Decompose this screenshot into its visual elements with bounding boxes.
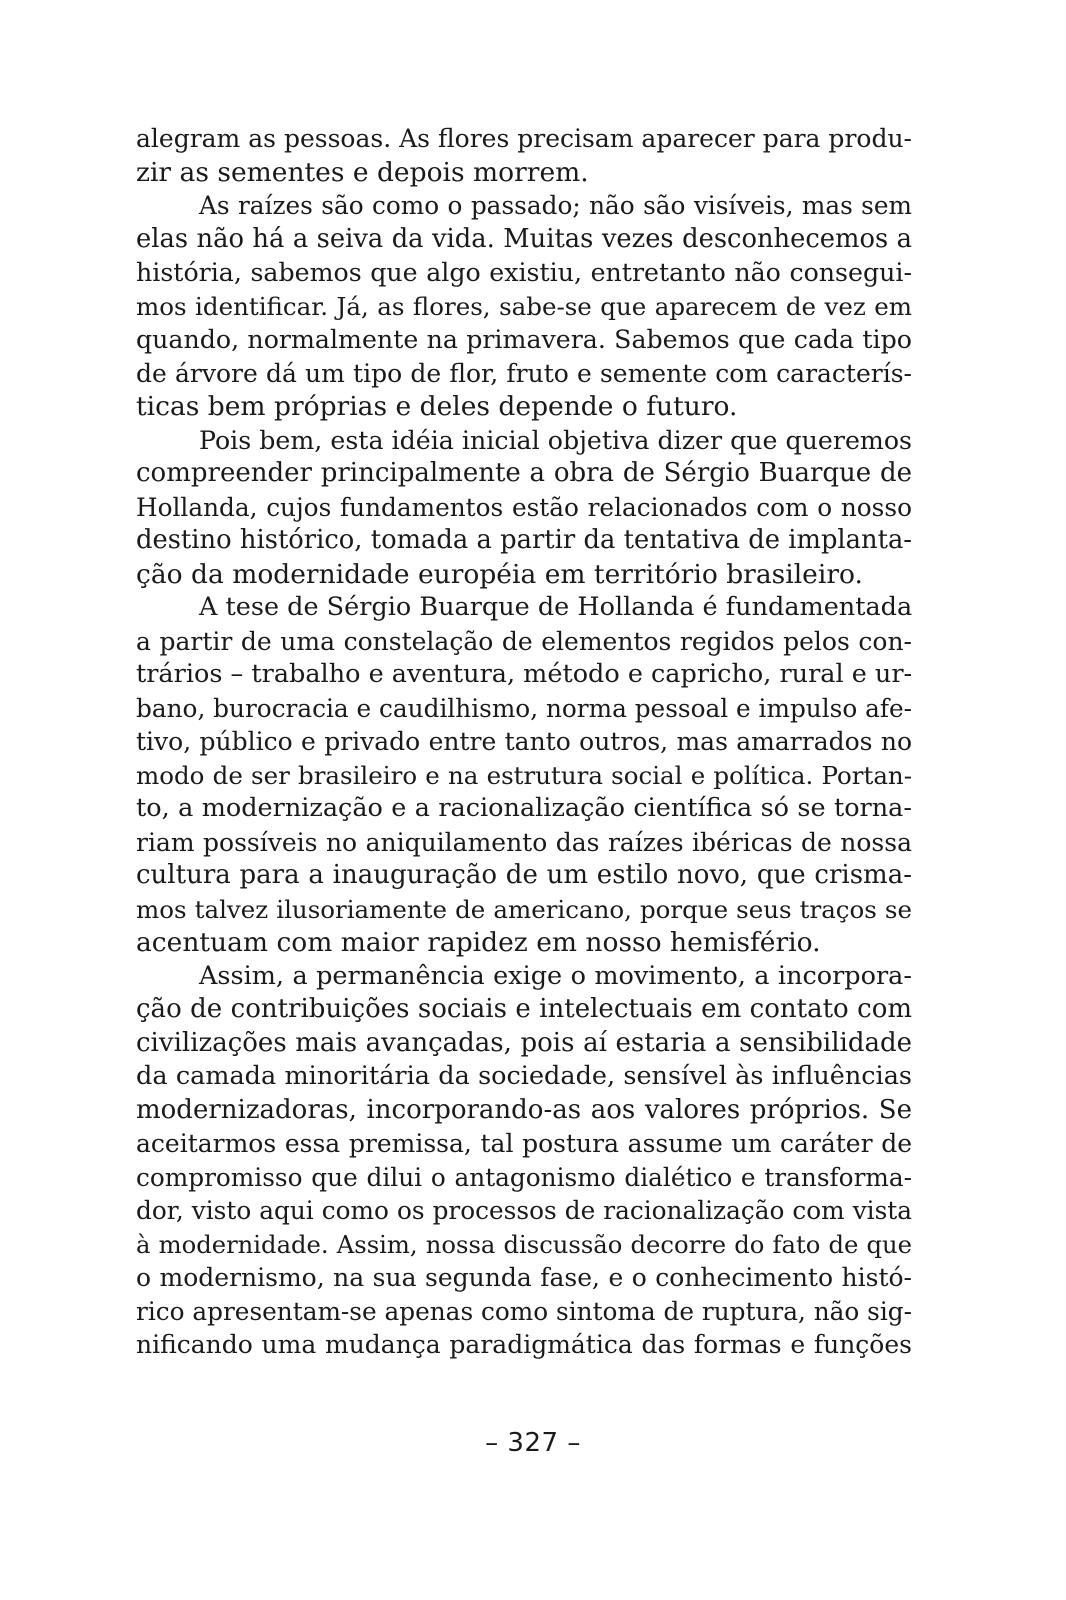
text-line: to, a modernização e a racionalização científica só se torna- <box>136 793 912 823</box>
text-line: compreender principalmente a obra de Sérgio Buarque de <box>136 458 912 488</box>
text-line: modernizadoras, incorporando-as aos valores próprios. Se <box>136 1094 912 1125</box>
paragraph-first-line: As raízes são como o passado; não são visíveis, mas sem <box>199 191 912 220</box>
text-line: dor, visto aqui como os processos de racionalização com vista <box>136 1196 912 1225</box>
text-line: mos talvez ilusoriamente de americano, porque seus traços se <box>136 894 912 924</box>
text-line: rico apresentam-se apenas como sintoma de ruptura, não sig- <box>136 1296 912 1326</box>
text-line: tivo, público e privado entre tanto outros, mas amarrados no <box>136 727 912 756</box>
text-line: trários – trabalho e aventura, método e capricho, rural e ur- <box>136 659 912 689</box>
paragraph-first-line: Pois bem, esta idéia inicial objetiva dizer que queremos <box>199 425 912 455</box>
text-line: bano, burocracia e caudilhismo, norma pessoal e impulso afe- <box>136 693 912 723</box>
text-line: elas não há a seiva da vida. Muitas vezes desconhecemos a <box>136 223 912 254</box>
text-line: nificando uma mudança paradigmática das formas e funções <box>136 1330 912 1359</box>
text-line: zir as sementes e depois morrem. <box>136 156 589 188</box>
body-text <box>136 122 912 1362</box>
text-line: destino histórico, tomada a partir da tentativa de implanta- <box>136 525 912 555</box>
text-line: o modernismo, na sua segunda fase, e o conhecimento histó- <box>136 1263 912 1292</box>
text-line: ticas bem próprias e deles depende o futuro. <box>136 391 738 422</box>
text-line: quando, normalmente na primavera. Sabemos que cada tipo <box>136 325 912 354</box>
text-line: riam possíveis no aniquilamento das raízes ibéricas de nossa <box>136 827 912 857</box>
text-line: civilizações mais avançadas, pois aí estaria a sensibilidade <box>136 1027 912 1058</box>
text-line: Hollanda, cujos fundamentos estão relacionados com o nosso <box>136 492 912 522</box>
text-line: cultura para a inauguração de um estilo novo, que crisma- <box>136 860 912 890</box>
text-line: aceitarmos essa premissa, tal postura assume um caráter de <box>136 1129 912 1158</box>
text-line: mos identificar. Já, as flores, sabe-se que aparecem de vez em <box>136 291 912 321</box>
paragraph-first-line: A tese de Sérgio Buarque de Hollanda é fundamentada <box>199 592 912 622</box>
text-line: a partir de uma constelação de elementos regidos pelos con- <box>136 626 912 656</box>
text-line: modo de ser brasileiro e na estrutura social e política. Portan- <box>136 760 912 790</box>
text-line: ção de contribuições sociais e intelectuais em contato com <box>136 994 912 1024</box>
text-line: acentuam com maior rapidez em nosso hemisfério. <box>136 927 821 958</box>
text-line: história, sabemos que algo existiu, entretanto não consegui- <box>136 258 912 287</box>
paragraph-first-line: Assim, a permanência exige o movimento, a incorpora- <box>199 960 912 991</box>
text-line: à modernidade. Assim, nossa discussão decorre do fato de que <box>136 1229 912 1259</box>
text-line: ção da modernidade européia em território brasileiro. <box>136 558 863 590</box>
text-line: da camada minoritária da sociedade, sensível às influências <box>136 1061 912 1091</box>
text-line: compromisso que dilui o antagonismo dialético e transforma- <box>136 1162 912 1192</box>
text-line: alegram as pessoas. As flores precisam aparecer para produ- <box>136 124 912 153</box>
text-line: de árvore dá um tipo de flor, fruto e semente com caracterís- <box>136 358 912 388</box>
page-number: – 327 – <box>485 1428 581 1458</box>
